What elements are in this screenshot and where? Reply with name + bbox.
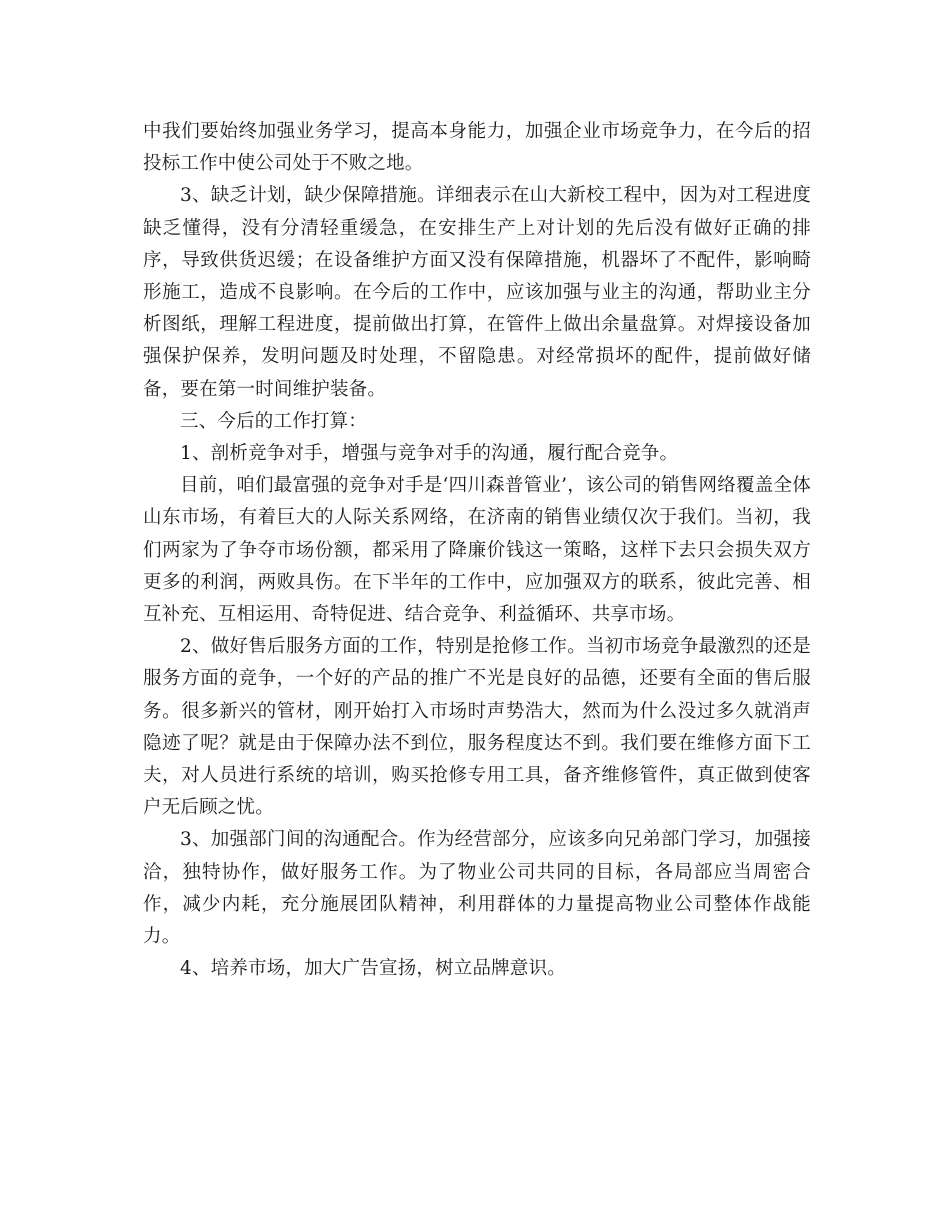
document-body	[143, 116, 811, 985]
section-heading-future-plans: 三、今后的工作打算：	[180, 410, 368, 432]
paragraph-continuation: 中我们要始终加强业务学习，提高本身能力，加强企业市场竞争力，在今后的招投标工作中使公司处于不败之地。	[143, 121, 811, 175]
paragraph-item-2-after-sales: 2、做好售后服务方面的工作，特别是抢修工作。当初市场竞争最激烈的还是服务方面的竞争，一个好的产品的推广不光是良好的品德，还要有全面的售后服务。很多新兴的管材，刚开始打入市场时声势浩大，然而为什么没过多久就消声隐迹了呢？就是由于保障办法不到位，服务程度达不到。我们要在维修方面下工夫，对人员进行系统的培训，购买抢修专用工具，备齐维修管件，真正做到使客户无后顾之忧。	[143, 636, 811, 819]
paragraph-item-4-marketing: 4、培养市场，加大广告宣扬，树立品牌意识。	[180, 958, 566, 980]
paragraph-item-3-communication: 3、加强部门间的沟通配合。作为经营部分，应该多向兄弟部门学习，加强接洽，独特协作，做好服务工作。为了物业公司共同的目标，各局部应当周密合作，减少内耗，充分施展团队精神，利用群体的力量提高物业公司整体作战能力。	[143, 829, 811, 948]
paragraph-item-3-planning: 3、缺乏计划，缺少保障措施。详细表示在山大新校工程中，因为对工程进度缺乏懂得，没有分清轻重缓急，在安排生产上对计划的先后没有做好正确的排序，导致供货迟缓；在设备维护方面又没有保障措施，机器坏了不配件，影响畸形施工，造成不良影响。在今后的工作中，应该加强与业主的沟通，帮助业主分析图纸，理解工程进度，提前做出打算，在管件上做出余量盘算。对焊接设备加强保护保养，发明问题及时处理，不留隐患。对经常损坏的配件，提前做好储备，要在第一时间维护装备。	[143, 185, 811, 400]
paragraph-item-1-competitors: 1、剖析竞争对手，增强与竞争对手的沟通，履行配合竞争。	[180, 443, 679, 465]
paragraph-competitor-details: 目前，咱们最富强的竞争对手是‘四川森普管业’，该公司的销售网络覆盖全体山东市场，有着巨大的人际关系网络，在济南的销售业绩仅次于我们。当初，我们两家为了争夺市场份额，都采用了降廉价钱这一策略，这样下去只会损失双方更多的利润，两败具伤。在下半年的工作中，应加强双方的联系，彼此完善、相互补充、互相运用、奇特促进、结合竞争、利益循环、共享市场。	[143, 475, 811, 626]
